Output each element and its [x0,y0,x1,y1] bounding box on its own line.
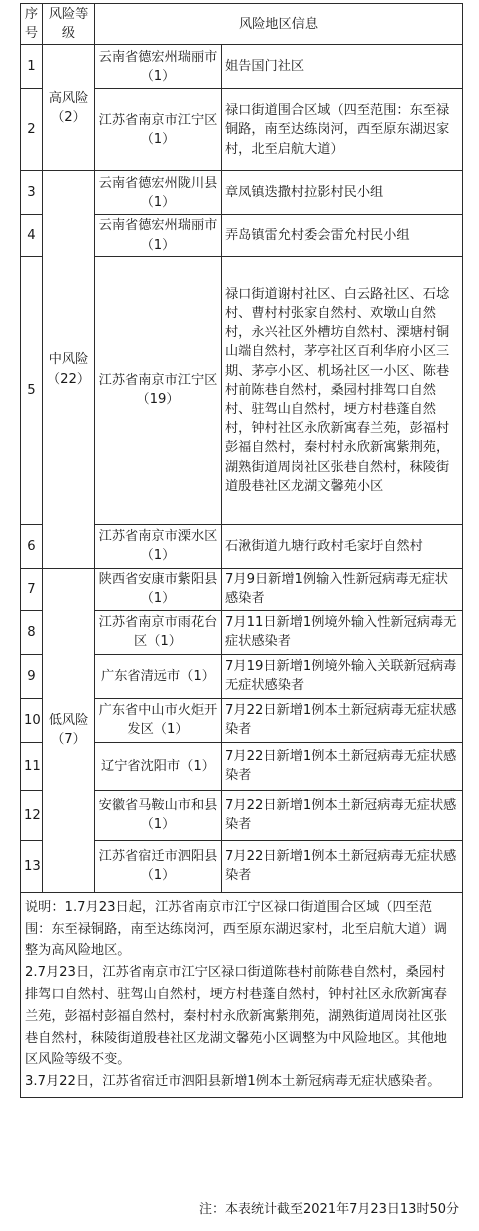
row-idx: 6 [21,524,43,568]
row-region: 江苏省南京市江宁区（1） [95,89,222,171]
row-region: 云南省德宏州瑞丽市（1） [95,45,222,89]
level-medium: 中风险（22） [43,171,95,568]
row-idx: 7 [21,568,43,610]
row-info: 7月22日新增1例本土新冠病毒无症状感染者 [222,840,463,892]
row-region: 江苏省南京市江宁区（19） [95,256,222,524]
header-idx: 序号 [21,4,43,45]
note-3: 3.7月22日，江苏省宿迁市泗阳县新增1例本土新冠病毒无症状感染者。 [25,1074,441,1090]
row-region: 云南省德宏州陇川县（1） [95,171,222,215]
note-1: 说明：1.7月23日起，江苏省南京市江宁区禄口街道围合区域（四至范围：东至禄铜路，南至达练岗河，西至原东湖迟家村，北至启航大道）调整为高风险地区。 [25,899,447,959]
row-region: 辽宁省沈阳市（1） [95,742,222,790]
row-idx: 13 [21,840,43,892]
table-header-row [21,4,463,45]
header-info: 风险地区信息 [95,4,463,45]
header-level: 风险等级 [43,4,95,45]
row-info: 7月19日新增1例境外输入关联新冠病毒无症状感染者 [222,654,463,698]
row-info: 石湫街道九塘行政村毛家圩自然村 [222,524,463,568]
row-idx: 5 [21,256,43,524]
row-info: 7月22日新增1例本土新冠病毒无症状感染者 [222,790,463,840]
row-region: 广东省清远市（1） [95,654,222,698]
row-info: 禄口街道围合区域（四至范围：东至禄铜路，南至达练岗河，西至原东湖迟家村，北至启航大道） [222,89,463,171]
row-region: 安徽省马鞍山市和县（1） [95,790,222,840]
row-idx: 11 [21,742,43,790]
note-2: 2.7月23日，江苏省南京市江宁区禄口街道陈巷村前陈巷自然村，桑园村排驾口自然村、驻驾山自然村，埂方村巷蓬自然村，钟村社区永欣新寓春兰苑，彭福村彭福自然村，秦村村永欣新寓紫荆苑，湖熟街道周岗社区张巷自然村，秣陵街道殷巷社区龙湖文馨苑小区调整为中风险地区。其他地区风险等级不变。 [25,965,447,1068]
row-info: 7月9日新增1例输入性新冠病毒无症状感染者 [222,568,463,610]
table-row [21,45,463,89]
risk-area-table [20,3,463,1098]
row-info: 章凤镇迭撒村拉影村民小组 [222,171,463,215]
row-idx: 2 [21,89,43,171]
row-idx: 12 [21,790,43,840]
row-info: 弄岛镇雷允村委会雷允村民小组 [222,215,463,256]
level-low: 低风险（7） [43,568,95,892]
row-region: 广东省中山市火炬开发区（1） [95,698,222,742]
row-idx: 1 [21,45,43,89]
row-idx: 4 [21,215,43,256]
row-idx: 9 [21,654,43,698]
table-row [21,171,463,215]
notes-row [21,892,463,1097]
row-region: 江苏省宿迁市泗阳县（1） [95,840,222,892]
row-info: 禄口街道谢村社区、白云路社区、石埝村、曹村村张家自然村、欢墩山自然村，永兴社区外槽坊自然村、溧塘村铜山端自然村，茅亭社区百利华府小区三期、茅亭小区、机场社区一小区、陈巷村前陈巷自然村，桑园村排驾口自然村、驻驾山自然村，埂方村巷蓬自然村，钟村社区永欣新寓春兰苑，彭福村彭福自然村，秦村村永欣新寓紫荆苑，湖熟街道周岗社区张巷自然村，秣陵街道殷巷社区龙湖文馨苑小区 [222,256,463,524]
row-info: 7月22日新增1例本土新冠病毒无症状感染者 [222,742,463,790]
row-info: 姐告国门社区 [222,45,463,89]
notes-cell [21,892,463,1097]
table-row [21,568,463,610]
footer-note: 注：本表统计截至2021年7月23日13时50分 [199,1202,459,1217]
row-info: 7月22日新增1例本土新冠病毒无症状感染者 [222,698,463,742]
row-idx: 3 [21,171,43,215]
row-idx: 8 [21,610,43,654]
row-region: 江苏省南京市溧水区（1） [95,524,222,568]
row-region: 云南省德宏州瑞丽市（1） [95,215,222,256]
row-idx: 10 [21,698,43,742]
row-info: 7月11日新增1例境外输入性新冠病毒无症状感染者 [222,610,463,654]
level-high: 高风险（2） [43,45,95,171]
row-region: 江苏省南京市雨花台区（1） [95,610,222,654]
row-region: 陕西省安康市紫阳县（1） [95,568,222,610]
